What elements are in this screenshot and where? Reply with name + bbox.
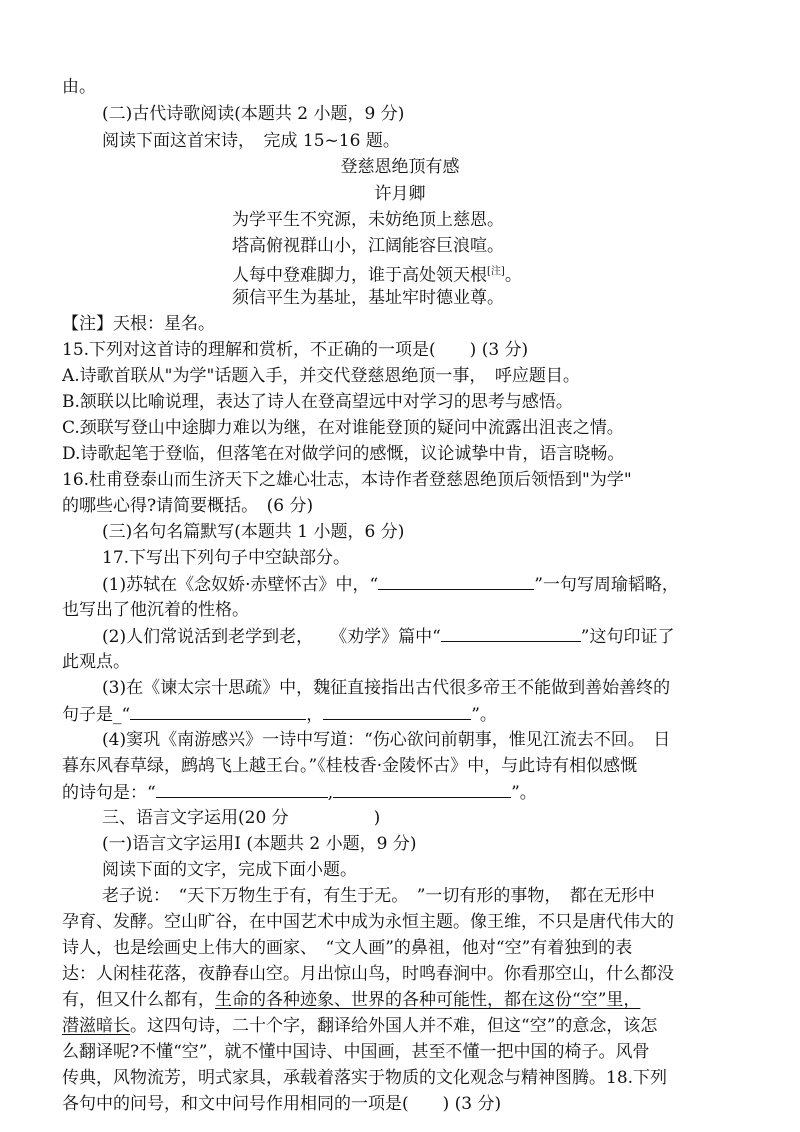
underlined-text: 潜滋暗长: [62, 1016, 130, 1036]
section-heading: (三)名句名篇默写(本题共 1 小题，6 分): [102, 522, 405, 542]
section-heading: (二)古代诗歌阅读(本题共 2 小题，9 分): [102, 104, 405, 124]
instruction: 阅读下面这首宋诗， 完成 15~16 题。: [102, 131, 400, 151]
part-heading: 三、语言文字运用(20 分 ): [102, 808, 381, 828]
option-c: C.颈联写登山中途脚力难以为继，在对谁能登顶的疑问中流露出沮丧之情。: [62, 418, 624, 438]
answer-blank[interactable]: [323, 701, 471, 720]
question-17-3-cont: [62, 701, 497, 727]
note: 【注】天根：星名。: [62, 314, 215, 334]
question-17-3: (3)在《谏太宗十思疏》中，魏征直接指出古代很多帝王不能做到善始善终的: [102, 678, 671, 698]
text: 有，但又什么都有，: [62, 990, 215, 1010]
answer-blank[interactable]: [130, 701, 306, 720]
text: (1)苏轼在《念奴娇·赤壁怀古》中，“: [102, 575, 379, 595]
poem-title: 登慈恩绝顶有感: [340, 157, 460, 177]
text: ”一句写周瑜韬略，: [534, 575, 679, 595]
question-17-2: [102, 623, 674, 649]
text-line: 此观点。: [62, 652, 130, 672]
poem-line: 为学平生不究源，未妨绝顶上慈恩。: [232, 210, 504, 230]
passage-line: 诗人，也是绘画史上伟大的画家、 “文人画”的鼻祖，他对“空”有着独到的表: [62, 938, 633, 958]
passage-line: [62, 1013, 657, 1039]
text: ,: [327, 783, 334, 803]
underlined-text: 生命的各种迹象、世界的各种可能性，都在这份“空”里，: [215, 990, 641, 1010]
poem-line: 塔高俯视群山小，江阔能容巨浪喧。: [232, 236, 504, 256]
poem-line-text: 人每中登难脚力，谁于高处领天根: [232, 265, 487, 286]
text: ，: [306, 705, 324, 725]
question-17-4: (4)窦巩《南游感兴》一诗中写道：“伤心欲问前朝事，惟见江流去不回。 日: [102, 730, 671, 750]
poem-line: [232, 259, 522, 285]
answer-blank[interactable]: [378, 571, 534, 590]
passage-line: 传典，风物流芳，明式家具，承载着落实于物质的文化观念与精神图腾。18.下列: [62, 1068, 668, 1088]
text: 。这四句诗，二十个字，翻译给外国人并不难，但这“空”的意念，该怎: [130, 1016, 658, 1036]
option-d: D.诗歌起笔于登临，但落笔在对做学问的感慨，议论诚挚中肯，语言晓畅。: [62, 444, 625, 464]
poem-line: 须信平生为基址，基址牢时德业尊。: [232, 288, 504, 308]
text: ”这句印证了: [580, 627, 675, 647]
passage-line: 孕育、发酵。空山旷谷，在中国艺术中成为永恒主题。像王维，不只是唐代伟大的: [62, 912, 674, 932]
text: 句子是_“: [62, 705, 131, 725]
option-b: B.颔联以比喻说理，表达了诗人在登高望远中对学习的思考与感悟。: [62, 392, 573, 412]
text-line: 也写出了他沉着的性格。: [62, 600, 249, 620]
passage-line: 达：人闲桂花落，夜静春山空。月出惊山鸟，时鸣春涧中。你看那空山，什么都没: [62, 964, 674, 984]
passage-line: [62, 987, 640, 1013]
question-17: 17.下写出下列句子中空缺部分。: [102, 548, 351, 568]
answer-blank[interactable]: [333, 779, 511, 798]
passage-line: 么翻译呢?不懂“空”，就不懂中国诗、中国画，甚至不懂一把中国的椅子。风骨: [62, 1042, 650, 1062]
passage-line: 老子说： “天下万物生于有，有生于无。 ”一切有形的事物， 都在无形中: [102, 886, 655, 906]
instruction: 阅读下面的文字，完成下面小题。: [102, 860, 357, 880]
question-17-4-cont: 暮东风春草绿，鹧鸪飞上越王台。”《桂枝香·金陵怀古》中，与此诗有相似感慨: [62, 756, 638, 776]
question-18: 各句中的问号，和文中问号作用相同的一项是( ) (3 分): [62, 1094, 502, 1114]
answer-blank[interactable]: [441, 623, 581, 642]
section-heading: (一)语言文字运用Ⅰ (本题共 2 小题，9 分): [102, 834, 417, 854]
poem-author: 许月卿: [374, 184, 426, 204]
text: ”。: [511, 783, 537, 803]
footnote-mark: [注]: [487, 266, 505, 277]
question-16: 16.杜甫登泰山而生济天下之雄心壮志，本诗作者登慈恩绝顶后领悟到"为学": [62, 470, 632, 490]
text: 的诗句是：“: [62, 783, 156, 803]
question-16-cont: 的哪些心得?请简要概括。 (6 分): [62, 496, 314, 516]
text: ”。: [471, 705, 497, 725]
question-17-1: [102, 571, 679, 597]
text: (2)人们常说活到老学到老， 《劝学》篇中“: [102, 627, 441, 647]
answer-blank[interactable]: [156, 779, 328, 798]
option-a: A.诗歌首联从"为学"话题入手，并交代登慈恩绝顶一事， 呼应题目。: [62, 366, 580, 386]
text-line: 由。: [62, 77, 96, 97]
question-17-4-cont: [62, 779, 537, 805]
question-15: 15.下列对这首诗的理解和赏析，不正确的一项是( ) (3 分): [62, 340, 529, 360]
poem-line-end: 。: [504, 265, 522, 286]
